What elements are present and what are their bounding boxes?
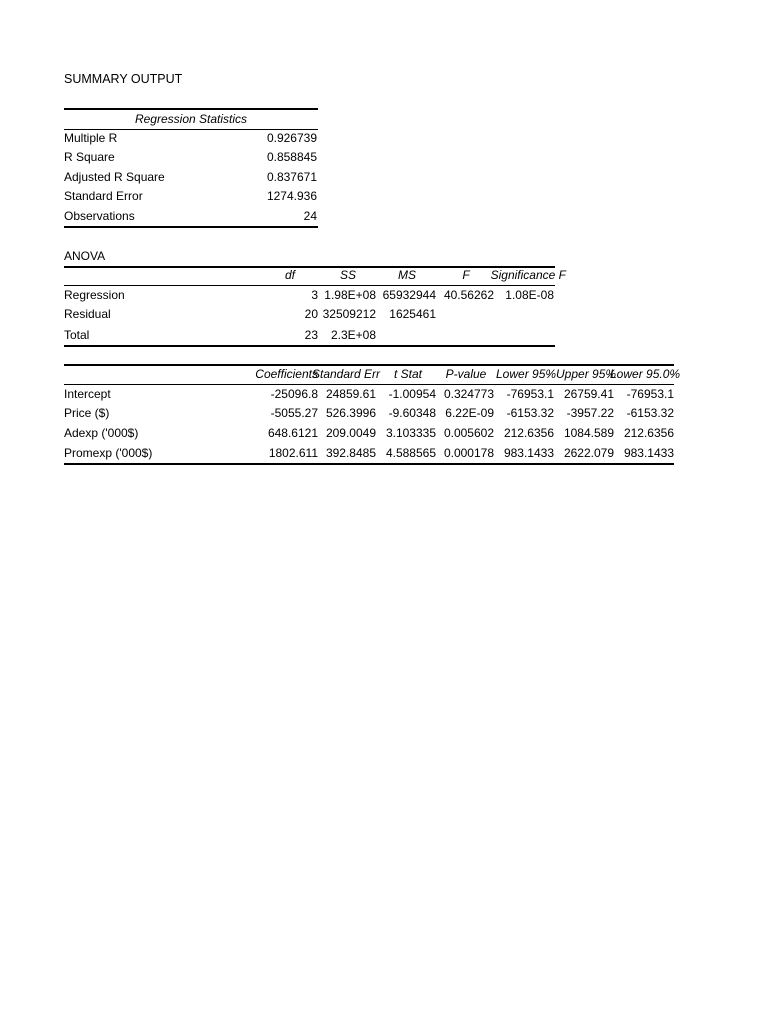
coef-promexp-p-value: 0.000178 bbox=[443, 446, 494, 460]
anova-regression-ms: 65932944 bbox=[382, 288, 436, 302]
coef-adexp-lower-95-0: 212.6356 bbox=[623, 426, 674, 440]
coef-intercept-lower-95: -76953.1 bbox=[506, 387, 554, 401]
anova-regression-df: 3 bbox=[311, 288, 318, 302]
multiple-r-value: 0.926739 bbox=[266, 131, 317, 145]
coef-intercept-p-value: 0.324773 bbox=[443, 387, 494, 401]
r-square-label: R Square bbox=[64, 150, 115, 164]
coef-intercept-coefficient: -25096.8 bbox=[270, 387, 318, 401]
adjusted-r-square-label: Adjusted R Square bbox=[64, 170, 165, 184]
anova-total-df: 23 bbox=[304, 328, 318, 342]
coef-adexp-t-stat: 3.103335 bbox=[385, 426, 436, 440]
coef-price-standard-err: 526.3996 bbox=[325, 406, 376, 420]
anova-regression-sig: 1.08E-08 bbox=[505, 288, 554, 302]
anova-residual-ss: 32509212 bbox=[322, 307, 376, 321]
coef-adexp-coefficient: 648.6121 bbox=[267, 426, 318, 440]
observations-label: Observations bbox=[64, 209, 135, 223]
anova-residual-ms: 1625461 bbox=[389, 307, 436, 321]
coef-header-p-value: P-value bbox=[445, 367, 487, 381]
anova-residual-label: Residual bbox=[64, 307, 111, 321]
coef-intercept-lower-95-0: -76953.1 bbox=[626, 387, 674, 401]
coef-intercept-standard-err: 24859.61 bbox=[325, 387, 376, 401]
coef-adexp-upper-95: 1084.589 bbox=[563, 426, 614, 440]
coef-intercept-t-stat: -1.00954 bbox=[388, 387, 436, 401]
anova-bottom-rule bbox=[64, 345, 555, 347]
regression-statistics-header: Regression Statistics bbox=[134, 112, 248, 126]
coef-price-p-value: 6.22E-09 bbox=[445, 406, 494, 420]
anova-residual-df: 20 bbox=[304, 307, 318, 321]
coef-price-lower-95: -6153.32 bbox=[506, 406, 554, 420]
coef-intercept-label: Intercept bbox=[64, 387, 111, 401]
anova-header-df: df bbox=[284, 268, 295, 282]
coef-bottom-rule bbox=[64, 463, 674, 465]
coef-promexp-standard-err: 392.8485 bbox=[325, 446, 376, 460]
anova-header-ss: SS bbox=[339, 268, 356, 282]
anova-header-f: F bbox=[462, 268, 470, 282]
coef-header-upper-95: Upper 95% bbox=[556, 367, 617, 381]
coef-adexp-standard-err: 209.0049 bbox=[325, 426, 376, 440]
coef-promexp-lower-95: 983.1433 bbox=[503, 446, 554, 460]
coef-promexp-upper-95: 2622.079 bbox=[563, 446, 614, 460]
anova-total-label: Total bbox=[64, 328, 90, 342]
coef-promexp-coefficient: 1802.611 bbox=[268, 446, 318, 460]
anova-title: ANOVA bbox=[64, 249, 106, 263]
coef-promexp-lower-95-0: 983.1433 bbox=[623, 446, 674, 460]
coef-promexp-label: Promexp ('000$) bbox=[64, 446, 153, 460]
coef-header-standard-err: Standard Err bbox=[312, 367, 381, 381]
coef-adexp-label: Adexp ('000$) bbox=[64, 426, 139, 440]
anova-regression-label: Regression bbox=[64, 288, 125, 302]
anova-header-ms: MS bbox=[398, 268, 416, 282]
coef-price-coefficient: -5055.27 bbox=[270, 406, 318, 420]
multiple-r-label: Multiple R bbox=[64, 131, 118, 145]
summary-output-title: SUMMARY OUTPUT bbox=[64, 72, 183, 86]
coef-price-t-stat: -9.60348 bbox=[388, 406, 436, 420]
anova-header-significance-f: Significance F bbox=[490, 268, 566, 282]
coef-intercept-upper-95: 26759.41 bbox=[563, 387, 614, 401]
observations-value: 24 bbox=[303, 209, 317, 223]
coef-price-upper-95: -3957.22 bbox=[566, 406, 614, 420]
coef-header-coefficients: Coefficients bbox=[255, 367, 318, 381]
coef-adexp-p-value: 0.005602 bbox=[443, 426, 494, 440]
adjusted-r-square-value: 0.837671 bbox=[266, 170, 317, 184]
coef-header-lower-95: Lower 95% bbox=[496, 367, 557, 381]
standard-error-value: 1274.936 bbox=[266, 189, 317, 203]
coef-price-lower-95-0: -6153.32 bbox=[626, 406, 674, 420]
coef-promexp-t-stat: 4.588565 bbox=[385, 446, 436, 460]
coef-price-label: Price ($) bbox=[64, 406, 110, 420]
coef-header-t-stat: t Stat bbox=[393, 367, 422, 381]
anova-total-ss: 2.3E+08 bbox=[330, 328, 376, 342]
r-square-value: 0.858845 bbox=[266, 150, 317, 164]
coef-header-lower-95-0: Lower 95.0% bbox=[610, 367, 681, 381]
coef-adexp-lower-95: 212.6356 bbox=[503, 426, 554, 440]
table-bottom-rule bbox=[64, 226, 318, 228]
anova-regression-ss: 1.98E+08 bbox=[324, 288, 376, 302]
standard-error-label: Standard Error bbox=[64, 189, 143, 203]
anova-regression-f: 40.56262 bbox=[443, 288, 494, 302]
